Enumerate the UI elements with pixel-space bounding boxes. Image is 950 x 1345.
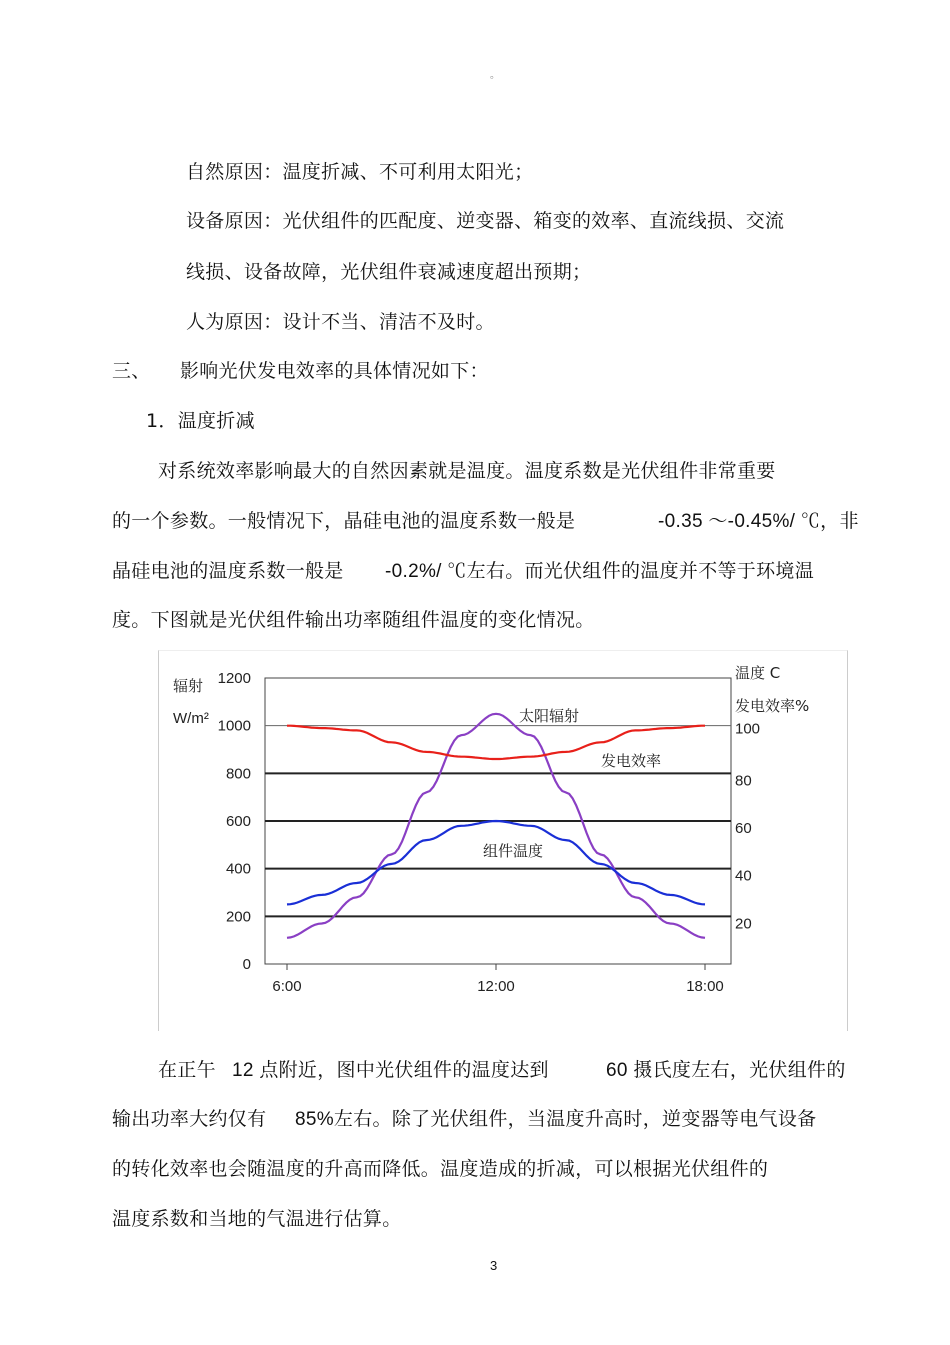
text-line: 线损、设备故障，光伏组件衰减速度超出预期； (186, 261, 592, 283)
left-tick-label: 1200 (217, 670, 251, 687)
page-mark: 。 (490, 70, 500, 81)
section-heading: 影响光伏发电效率的具体情况如下： (180, 360, 489, 382)
text-line: 自然原因：温度折减、不可利用太阳光； (186, 161, 534, 183)
series-line (287, 821, 705, 904)
left-tick-label: 600 (225, 813, 251, 830)
left-axis-label: 辐射 (173, 677, 204, 695)
text-line: 人为原因：设计不当、清洁不及时。 (186, 311, 495, 333)
left-tick-label: 1000 (217, 717, 251, 735)
text-line: 度。下图就是光伏组件输出功率随组件温度的变化情况。 (112, 609, 595, 631)
left-tick-label: 200 (225, 908, 251, 926)
text-line: 输出功率大约仅有 (112, 1108, 267, 1130)
right-tick-label: 60 (735, 820, 752, 837)
text-line: 85%左右。除了光伏组件，当温度升高时，逆变器等电气设备 (295, 1109, 817, 1130)
text-line: 60 摄氏度左右，光伏组件的 (606, 1060, 846, 1081)
text-line: 的一个参数。一般情况下，晶硅电池的温度系数一般是 (112, 510, 576, 532)
x-tick-label: 6:00 (272, 978, 302, 995)
left-tick-label: 800 (225, 765, 251, 783)
temperature-efficiency-chart (158, 650, 848, 1031)
left-tick-label: 0 (242, 956, 251, 973)
section-number: 三、 (112, 360, 151, 382)
right-axis-label-2: 发电效率% (735, 697, 810, 715)
text-line: 在正午 (158, 1059, 216, 1081)
right-axis-label: 温度 C (735, 664, 781, 682)
text-line: 的转化效率也会随温度的升高而降低。温度造成的折减，可以根据光伏组件的 (112, 1158, 769, 1180)
text-line: 晶硅电池的温度系数一般是 (112, 560, 344, 582)
right-tick-label: 80 (735, 772, 752, 790)
subsection-heading: 1．温度折减 (146, 410, 255, 432)
right-tick-label: 40 (735, 867, 752, 885)
chart-svg (159, 651, 847, 1031)
text-line: 12 点附近，图中光伏组件的温度达到 (232, 1060, 549, 1081)
right-tick-label: 20 (735, 915, 752, 933)
text-line: 温度系数和当地的气温进行估算。 (112, 1208, 402, 1230)
left-tick-label: 400 (225, 860, 251, 878)
series-label: 发电效率 (601, 752, 662, 770)
x-tick-label: 12:00 (477, 978, 515, 995)
page-number: 3 (490, 1258, 498, 1273)
text-line: 设备原因：光伏组件的匹配度、逆变器、箱变的效率、直流线损、交流 (186, 210, 785, 232)
left-axis-unit: W/m² (173, 710, 209, 727)
text-line: -0.2%/ ℃左右。而光伏组件的温度并不等于环境温 (385, 561, 814, 582)
text-line: -0.35 ～-0.45%/ ℃，非 (658, 511, 859, 532)
text-line: 对系统效率影响最大的自然因素就是温度。温度系数是光伏组件非常重要 (158, 460, 776, 482)
series-label: 组件温度 (483, 842, 544, 860)
series-line (287, 714, 705, 938)
right-tick-label: 100 (735, 720, 761, 738)
series-label: 太阳辐射 (519, 707, 580, 725)
x-tick-label: 18:00 (686, 978, 724, 995)
